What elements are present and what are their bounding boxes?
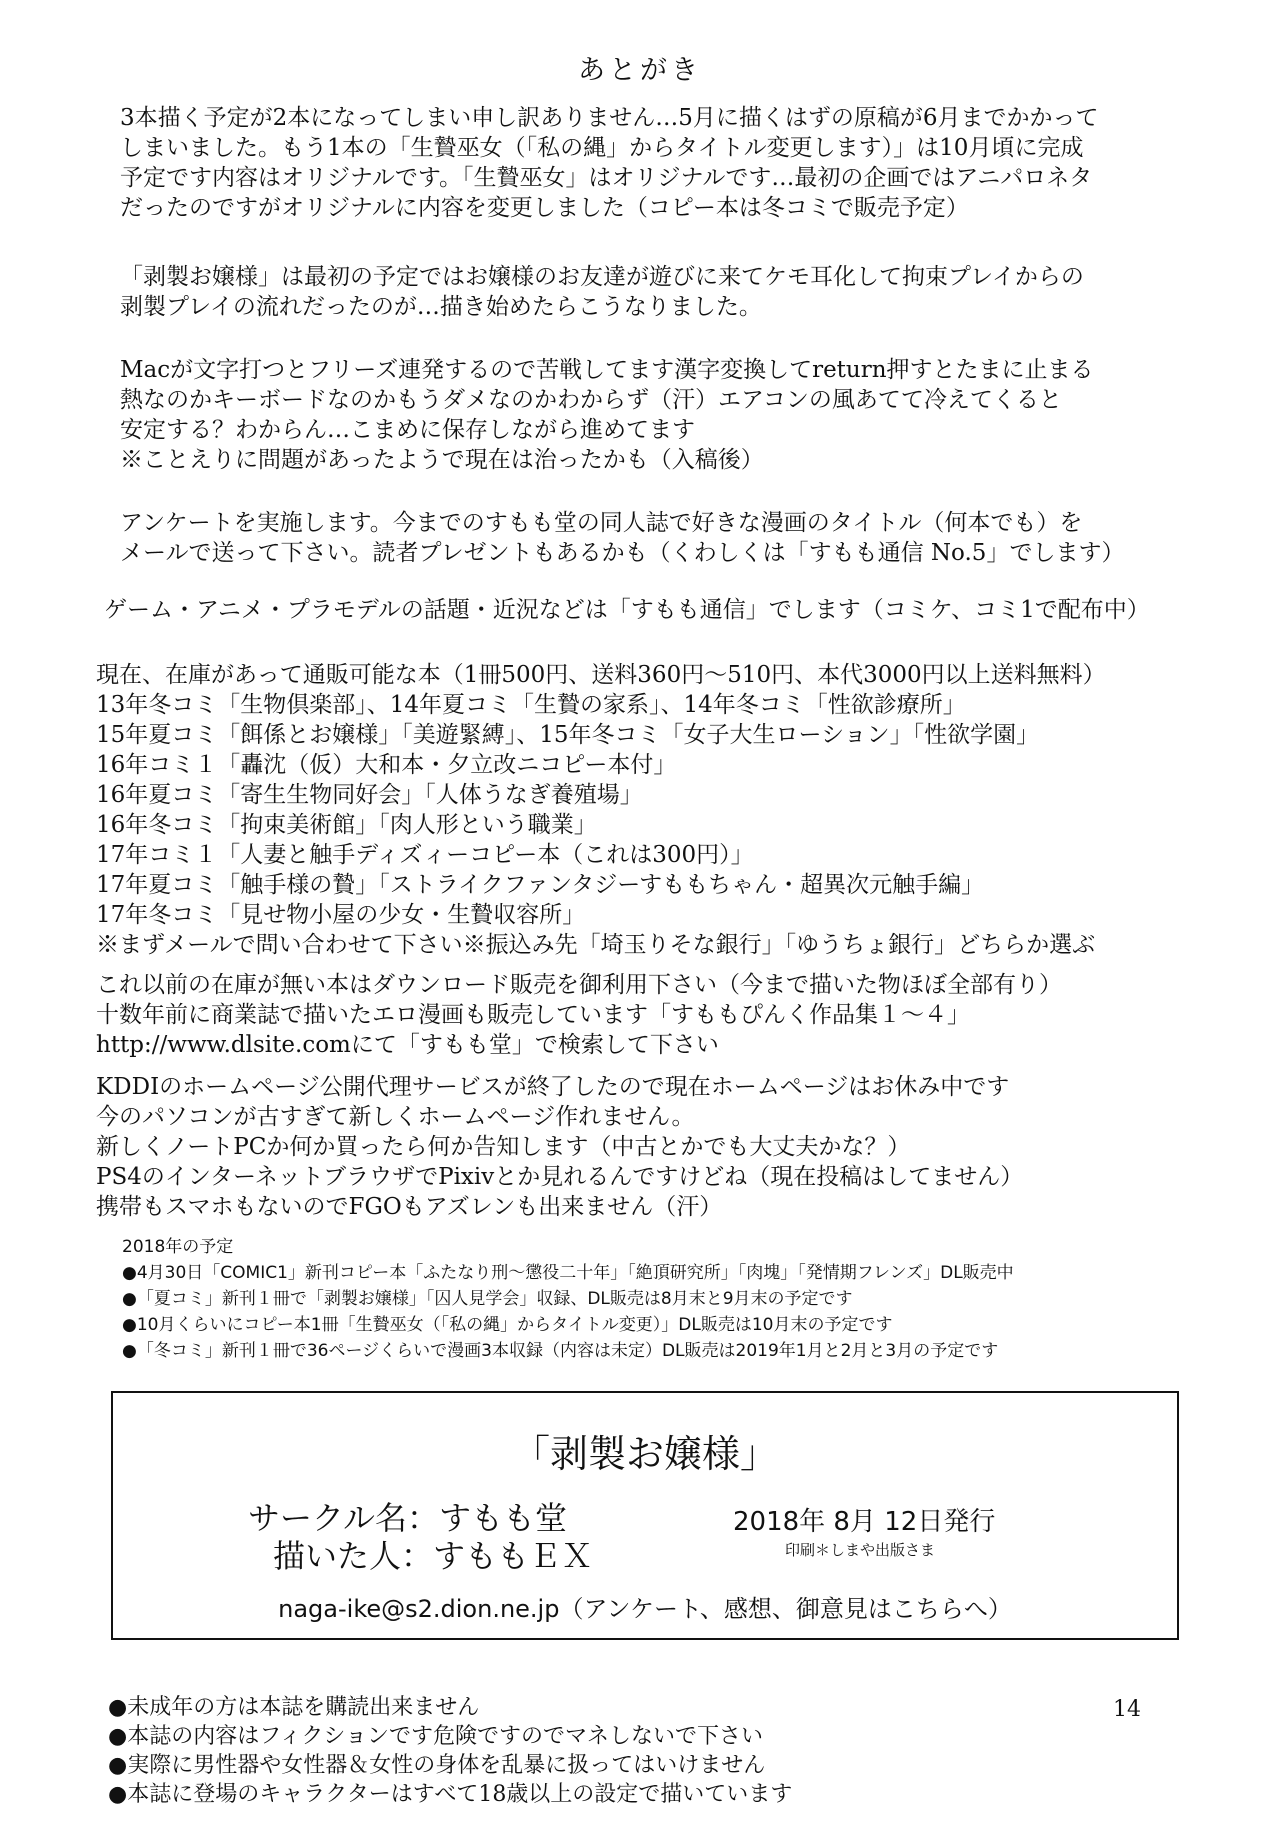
schedule-item: ●10月くらいにコピー本1冊「生贄巫女（「私の縄」からタイトル変更）」DL販売は10月末の予定です bbox=[122, 1315, 893, 1335]
text-line: 安定する？わからん…こまめに保存しながら進めてます bbox=[120, 417, 695, 443]
warnings-list bbox=[108, 1693, 1108, 1809]
afterword-paragraph-1 bbox=[120, 103, 1220, 223]
schedule-item: ●「夏コミ」新刊１冊で「剥製お嬢様」「囚人見学会」収録、DL販売は8月末と9月末の予定です bbox=[122, 1289, 853, 1309]
book-title: 「剥製お嬢様」 bbox=[511, 1432, 778, 1476]
text-line: しまいました。もう1本の「生贄巫女（「私の縄」からタイトル変更します）」は10月頃に完成 bbox=[120, 135, 1084, 161]
list-item: 15年夏コミ「餌係とお嬢様」「美遊緊縛」、15年冬コミ「女子大生ローション」「性欲学園」 bbox=[96, 722, 1040, 748]
text-line: 新しくノートPCか何か買ったら何か告知します（中古とかでも大丈夫かな？） bbox=[96, 1134, 911, 1160]
colophon-box bbox=[111, 1391, 1179, 1640]
schedule-section bbox=[122, 1234, 1222, 1364]
contact-email: naga-ike@s2.dion.ne.jp（アンケート、感想、御意見はこちらへ） bbox=[278, 1595, 1012, 1623]
warning-item: ●実際に男性器や女性器＆女性の身体を乱暴に扱ってはいけません bbox=[108, 1753, 766, 1778]
download-paragraph bbox=[96, 970, 1196, 1060]
text-line: 今のパソコンが古すぎて新しくホームページ作れません。 bbox=[96, 1104, 695, 1130]
text-line: 3本描く予定が2本になってしまい申し訳ありません…5月に描くはずの原稿が6月までかかって bbox=[120, 105, 1099, 131]
text-line: 携帯もスマホもないのでFGOもアズレンも出来ません（汗） bbox=[96, 1194, 723, 1220]
text-line: メールで送って下さい。読者プレゼントもあるかも（くわしくは「すもも通信 No.5」でします） bbox=[120, 540, 1125, 566]
page-number: 14 bbox=[1113, 1697, 1141, 1722]
warning-item: ●未成年の方は本誌を購読出来ません bbox=[108, 1695, 480, 1720]
text-line: 十数年前に商業誌で描いたエロ漫画も販売しています「すももぴんく作品集１～４」 bbox=[96, 1002, 970, 1028]
text-line: Macが文字打つとフリーズ連発するので苦戦してます漢字変換してreturn押すとたまに止まる bbox=[120, 357, 1094, 383]
list-item: 16年冬コミ「拘束美術館」「肉人形という職業」 bbox=[96, 812, 597, 838]
stock-list bbox=[96, 660, 1196, 960]
text-line: ゲーム・アニメ・プラモデルの話題・近況などは「すもも通信」でします（コミケ、コミ1で配布中） bbox=[104, 597, 1150, 623]
text-line: だったのですがオリジナルに内容を変更しました（コピー本は冬コミで販売予定） bbox=[120, 195, 969, 221]
text-line: これ以前の在庫が無い本はダウンロード販売を御利用下さい（今まで描いた物ほぼ全部有り） bbox=[96, 972, 1062, 998]
list-item: 17年冬コミ「見せ物小屋の少女・生贄収容所」 bbox=[96, 902, 586, 928]
list-item: 17年コミ１「人妻と触手ディズィーコピー本（これは300円）」 bbox=[96, 842, 754, 868]
afterword-paragraph-3 bbox=[120, 355, 1220, 475]
list-item: 13年冬コミ「生物倶楽部」、14年夏コミ「生贄の家系」、14年冬コミ「性欲診療所」 bbox=[96, 692, 966, 718]
list-item: 16年夏コミ「寄生生物同好会」「人体うなぎ養殖場」 bbox=[96, 782, 643, 808]
schedule-item: ●4月30日「COMIC1」新刊コピー本「ふたなり刑～懲役二十年」「絶頂研究所」「肉塊」「発情期フレンズ」DL販売中 bbox=[122, 1263, 1014, 1283]
text-line: 「剥製お嬢様」は最初の予定ではお嬢様のお友達が遊びに来てケモ耳化して拘束プレイからの bbox=[120, 264, 1084, 290]
list-item: 16年コミ１「轟沈（仮）大和本・夕立改ニコピー本付」 bbox=[96, 752, 677, 778]
homepage-paragraph bbox=[96, 1072, 1196, 1222]
text-line: アンケートを実施します。今までのすもも堂の同人誌で好きな漫画のタイトル（何本でも）を bbox=[120, 510, 1083, 536]
text-line: PS4のインターネットブラウザでPixivとか見れるんですけどね（現在投稿はしてません） bbox=[96, 1164, 1024, 1190]
text-line: ※ことえりに問題があったようで現在は治ったかも（入稿後） bbox=[120, 447, 764, 473]
warning-item: ●本誌の内容はフィクションです危険ですのでマネしないで下さい bbox=[108, 1724, 763, 1749]
circle-name: サークル名：すもも堂 bbox=[248, 1499, 568, 1537]
list-item: 17年夏コミ「触手様の贄」「ストライクファンタジーすももちゃん・超異次元触手編」 bbox=[96, 872, 985, 898]
survey-paragraph bbox=[120, 508, 1220, 568]
publication-date: 2018年 8月 12日発行 bbox=[733, 1507, 996, 1537]
printer-credit: 印刷＊しまや出版さま bbox=[785, 1541, 936, 1559]
artist-name: 描いた人：すももＥＸ bbox=[273, 1537, 594, 1575]
afterword-paragraph-2 bbox=[120, 262, 1220, 322]
newsletter-note bbox=[104, 595, 1204, 625]
page-title: あとがき bbox=[578, 55, 702, 86]
schedule-item: ●「冬コミ」新刊１冊で36ページくらいで漫画3本収録（内容は未定）DL販売は2019年1月と2月と3月の予定です bbox=[122, 1341, 999, 1361]
list-item: ※まずメールで問い合わせて下さい※振込み先「埼玉りそな銀行」「ゆうちょ銀行」どちらか選ぶ bbox=[96, 932, 1096, 958]
text-line: 剥製プレイの流れだったのが…描き始めたらこうなりました。 bbox=[120, 294, 762, 320]
text-line: 予定です内容はオリジナルです。「生贄巫女」はオリジナルです…最初の企画ではアニパロネタ bbox=[120, 165, 1093, 191]
text-line: 熱なのかキーボードなのかもうダメなのかわからず（汗）エアコンの風あてて冷えてくると bbox=[120, 387, 1062, 413]
schedule-heading: 2018年の予定 bbox=[122, 1237, 234, 1257]
text-line: KDDIのホームページ公開代理サービスが終了したので現在ホームページはお休み中です bbox=[96, 1074, 1010, 1100]
warning-item: ●本誌に登場のキャラクターはすべて18歳以上の設定で描いています bbox=[108, 1782, 793, 1807]
list-item: 現在、在庫があって通販可能な本（1冊500円、送料360円～510円、本代3000円以上送料無料） bbox=[96, 662, 1106, 688]
text-line: http://www.dlsite.comにて「すもも堂」で検索して下さい bbox=[96, 1032, 719, 1058]
